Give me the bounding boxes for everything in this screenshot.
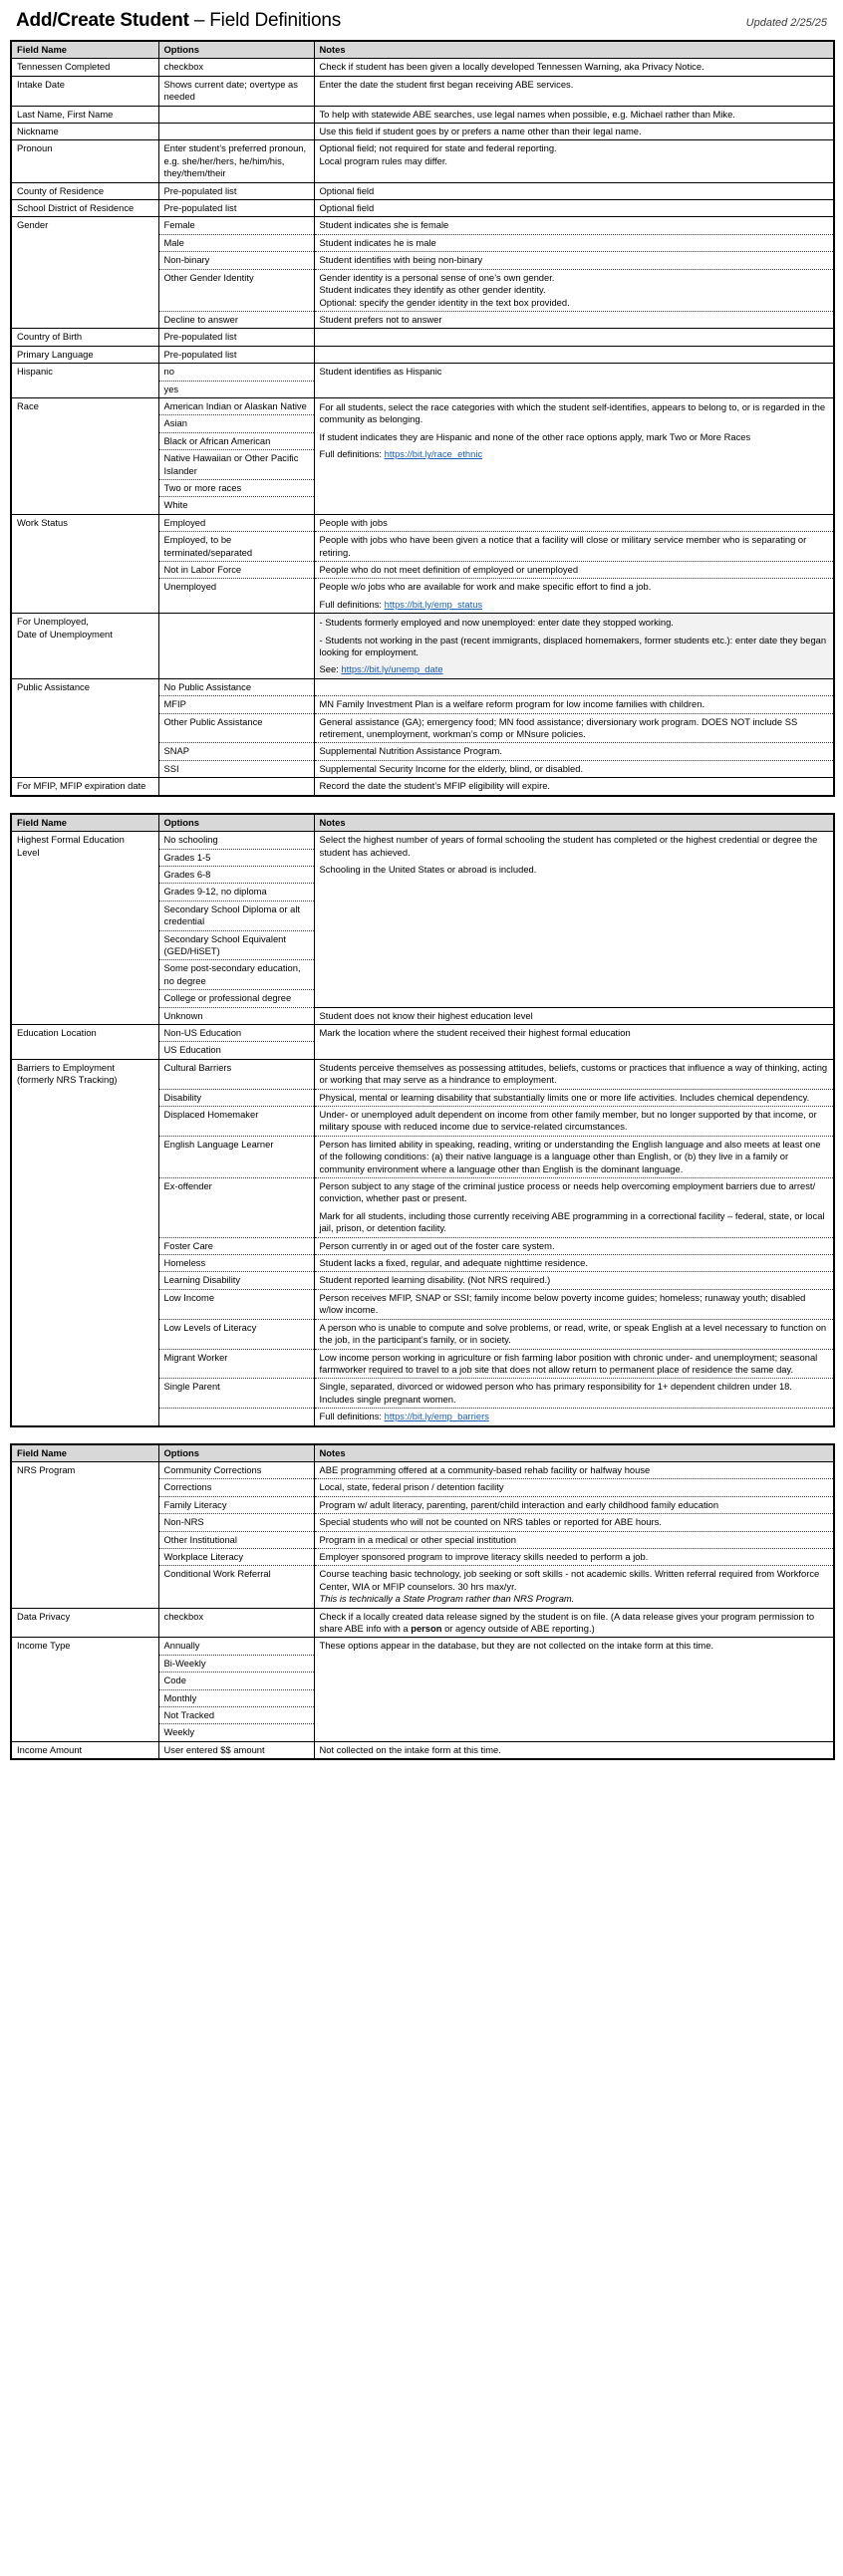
options-cell: Non-NRS: [158, 1514, 314, 1531]
notes-cell: Special students who will not be counted on NRS tables or reported for ABE hours.: [314, 1514, 834, 1531]
notes-line: Schooling in the United States or abroad is included.: [319, 863, 537, 875]
table-row: [11, 124, 834, 140]
full-definitions-label: Full definitions:: [319, 448, 385, 460]
options-cell: Grades 6-8: [158, 866, 314, 883]
notes-cell: People who do not meet definition of employed or unemployed: [314, 562, 834, 579]
field-name-cell: Hispanic: [11, 364, 158, 398]
options-cell: Some post-secondary education, no degree: [158, 960, 314, 990]
options-cell: Homeless: [158, 1255, 314, 1272]
notes-cell: [314, 397, 834, 514]
notes-line: Student indicates they identify as other gender identity.: [319, 284, 546, 296]
notes-cell: MN Family Investment Plan is a welfare reform program for low income families with children.: [314, 696, 834, 713]
notes-cell: Single, separated, divorced or widowed person who has primary responsibility for 1+ dependent children under 18. Includes single pregnant women.: [314, 1379, 834, 1409]
field-name-cell: Income Amount: [11, 1741, 158, 1759]
options-cell: Other Public Assistance: [158, 713, 314, 743]
table-row: [11, 59, 834, 76]
options-cell: Native Hawaiian or Other Pacific Islander: [158, 450, 314, 480]
emp-barriers-link[interactable]: https://bit.ly/emp_barriers: [384, 1411, 489, 1422]
notes-cell: Local, state, federal prison / detention facility: [314, 1479, 834, 1496]
options-cell: [158, 614, 314, 679]
options-cell: Pre-populated list: [158, 182, 314, 199]
notes-cell: Mark the location where the student received their highest formal education: [314, 1024, 834, 1059]
options-cell: Secondary School Equivalent (GED/HiSET): [158, 930, 314, 960]
title-light-part: – Field Definitions: [188, 10, 342, 31]
table-nrs-program: [10, 1443, 835, 1761]
table-row: [11, 832, 834, 849]
notes-line: People w/o jobs who are available for work and make specific effort to find a job.: [319, 581, 652, 593]
options-cell: Conditional Work Referral: [158, 1566, 314, 1608]
field-name-cell: [11, 1059, 158, 1425]
table-header-row: [11, 814, 834, 832]
col-header-options: Options: [158, 41, 314, 59]
options-cell: checkbox: [158, 59, 314, 76]
options-cell: Two or more races: [158, 479, 314, 496]
field-name-cell: Income Type: [11, 1638, 158, 1741]
options-cell: Male: [158, 234, 314, 251]
options-cell: Corrections: [158, 1479, 314, 1496]
field-name-line: Date of Unemployment: [17, 628, 113, 640]
notes-cell: [314, 1178, 834, 1238]
notes-cell: [314, 140, 834, 182]
options-cell: Employed: [158, 514, 314, 531]
col-header-notes: Notes: [314, 41, 834, 59]
field-name-cell: Nickname: [11, 124, 158, 140]
field-name-cell: [11, 832, 158, 1025]
notes-cell: Supplemental Nutrition Assistance Program.: [314, 743, 834, 760]
options-cell: Unemployed: [158, 579, 314, 614]
notes-line: - Students formerly employed and now unemployed: enter date they stopped working.: [319, 617, 674, 629]
options-cell: Weekly: [158, 1724, 314, 1741]
options-cell: English Language Learner: [158, 1136, 314, 1177]
options-cell: Disability: [158, 1089, 314, 1106]
options-cell: Pre-populated list: [158, 346, 314, 363]
notes-line: [320, 663, 830, 675]
notes-cell: [314, 614, 834, 679]
table-row: [11, 1608, 834, 1638]
options-cell: Low Levels of Literacy: [158, 1319, 314, 1349]
race-ethnic-link[interactable]: https://bit.ly/race_ethnic: [384, 448, 483, 460]
table-row: [11, 397, 834, 414]
options-cell: Not in Labor Force: [158, 562, 314, 579]
notes-cell: General assistance (GA); emergency food; MN food assistance; diversionary work program. DOES NOT include SS retirement, unemployment, workman’s comp or MNsure policies.: [314, 713, 834, 743]
table-row: [11, 1024, 834, 1041]
notes-text-post: or agency outside of ABE reporting.): [441, 1623, 595, 1634]
col-header-options: Options: [158, 1444, 314, 1462]
col-header-notes: Notes: [314, 814, 834, 832]
options-cell: Displaced Homemaker: [158, 1107, 314, 1137]
options-cell: College or professional degree: [158, 990, 314, 1007]
notes-text-bold: person: [411, 1623, 442, 1634]
notes-line: For all students, select the race categories with which the student self-identifies, appears to belong to, or is regarded in the community as belonging.: [319, 400, 826, 425]
notes-cell: Person currently in or aged out of the foster care system.: [314, 1237, 834, 1254]
field-name-cell: Race: [11, 397, 158, 514]
table-row: [11, 217, 834, 234]
options-cell: [158, 1409, 314, 1426]
notes-cell: [314, 832, 834, 1007]
notes-cell: Enter the date the student first began receiving ABE services.: [314, 76, 834, 106]
field-name-cell: Public Assistance: [11, 678, 158, 777]
notes-cell: Not collected on the intake form at this time.: [314, 1741, 834, 1759]
field-name-cell: Pronoun: [11, 140, 158, 182]
col-header-field-name: Field Name: [11, 41, 158, 59]
notes-cell: Program in a medical or other special institution: [314, 1531, 834, 1548]
notes-cell: [314, 678, 834, 695]
options-cell: Secondary School Diploma or alt credential: [158, 901, 314, 930]
table-row: [11, 346, 834, 363]
title-text: [16, 10, 341, 32]
notes-cell: Record the date the student’s MFIP eligibility will expire.: [314, 778, 834, 796]
unemp-date-link[interactable]: https://bit.ly/unemp_date: [341, 663, 443, 675]
options-cell: Non-binary: [158, 252, 314, 269]
table-header-row: [11, 1444, 834, 1462]
notes-cell: [314, 579, 834, 614]
table-row: [11, 678, 834, 695]
options-cell: [158, 106, 314, 123]
options-cell: American Indian or Alaskan Native: [158, 397, 314, 414]
table-row: [11, 514, 834, 531]
notes-cell: Optional field: [314, 182, 834, 199]
col-header-notes: Notes: [314, 1444, 834, 1462]
field-name-cell: Last Name, First Name: [11, 106, 158, 123]
notes-cell: [314, 1409, 834, 1426]
notes-cell: ABE programming offered at a community-based rehab facility or halfway house: [314, 1461, 834, 1478]
notes-line: [320, 599, 830, 611]
notes-cell: Use this field if student goes by or prefers a name other than their legal name.: [314, 124, 834, 140]
field-name-cell: For MFIP, MFIP expiration date: [11, 778, 158, 796]
options-cell: Asian: [158, 415, 314, 432]
field-name-cell: Work Status: [11, 514, 158, 613]
field-name-cell: [11, 614, 158, 679]
notes-cell: Optional field: [314, 200, 834, 217]
notes-cell: To help with statewide ABE searches, use legal names when possible, e.g. Michael rather than Mike.: [314, 106, 834, 123]
options-cell: Employed, to be terminated/separated: [158, 532, 314, 562]
notes-cell: Supplemental Security Income for the elderly, blind, or disabled.: [314, 760, 834, 777]
notes-cell: Employer sponsored program to improve literacy skills needed to perform a job.: [314, 1548, 834, 1565]
notes-line: Mark for all students, including those currently receiving ABE programming in a correctional facility – federal, state, or local jail, prison, or detention facility.: [319, 1209, 825, 1234]
notes-cell: Student identifies with being non-binary: [314, 252, 834, 269]
field-name-cell: Primary Language: [11, 346, 158, 363]
notes-cell: [314, 269, 834, 311]
title-bold-part: Add/Create Student: [16, 10, 189, 31]
notes-cell: A person who is unable to compute and solve problems, or read, write, or speak English at a level necessary to function on the job, in the participant’s family, or in society.: [314, 1319, 834, 1349]
notes-line: If student indicates they are Hispanic and none of the other race options apply, mark Two or More Races: [319, 430, 751, 442]
options-cell: Non-US Education: [158, 1024, 314, 1041]
options-cell: Grades 9-12, no diploma: [158, 884, 314, 901]
table-row: [11, 1059, 834, 1089]
options-cell: Unknown: [158, 1007, 314, 1024]
field-name-cell: County of Residence: [11, 182, 158, 199]
options-cell: Enter student’s preferred pronoun, e.g. she/her/hers, he/him/his, they/them/their: [158, 140, 314, 182]
notes-cell: Student identifies as Hispanic: [314, 364, 834, 398]
notes-line: Person subject to any stage of the criminal justice process or needs help overcoming employment barriers due to arrest/ conviction, whether past or present.: [319, 1180, 816, 1204]
table-row: [11, 614, 834, 679]
notes-line: Local program rules may differ.: [319, 154, 448, 166]
notes-cell: Student lacks a fixed, regular, and adequate nighttime residence.: [314, 1255, 834, 1272]
notes-cell: Student reported learning disability. (Not NRS required.): [314, 1272, 834, 1289]
options-cell: Community Corrections: [158, 1461, 314, 1478]
col-header-options: Options: [158, 814, 314, 832]
table-row: [11, 329, 834, 346]
table-row: [11, 1741, 834, 1759]
table-row: [11, 1461, 834, 1478]
notes-line: [320, 448, 830, 460]
options-cell: Family Literacy: [158, 1496, 314, 1513]
field-name-cell: NRS Program: [11, 1461, 158, 1608]
notes-cell: Check if student has been given a locally developed Tennessen Warning, aka Privacy Notice.: [314, 59, 834, 76]
options-cell: Pre-populated list: [158, 329, 314, 346]
options-cell: No schooling: [158, 832, 314, 849]
notes-cell: Student indicates she is female: [314, 217, 834, 234]
notes-cell: Person has limited ability in speaking, reading, writing or understanding the English language and also meets at least one of the following conditions: (a) their native language is a language other than English, or (b) they live in a family or community environment where a language other than English is the dominant language.: [314, 1136, 834, 1177]
field-name-cell: Intake Date: [11, 76, 158, 106]
options-cell: Ex-offender: [158, 1178, 314, 1238]
options-cell: yes: [158, 381, 314, 397]
notes-line: - Students not working in the past (recent immigrants, displaced homemakers, former students etc.): enter date they began looking for employment.: [319, 634, 827, 658]
options-cell: Shows current date; overtype as needed: [158, 76, 314, 106]
notes-line: [320, 1411, 830, 1422]
notes-line: Optional field; not required for state and federal reporting.: [319, 142, 557, 154]
table-row: [11, 76, 834, 106]
options-cell: Cultural Barriers: [158, 1059, 314, 1089]
field-name-line: For Unemployed,: [17, 616, 89, 628]
field-name-cell: Country of Birth: [11, 329, 158, 346]
options-cell: Annually: [158, 1638, 314, 1655]
options-cell: SNAP: [158, 743, 314, 760]
col-header-field-name: Field Name: [11, 814, 158, 832]
table-row: [11, 200, 834, 217]
options-cell: Other Institutional: [158, 1531, 314, 1548]
notes-cell: These options appear in the database, but they are not collected on the intake form at this time.: [314, 1638, 834, 1741]
field-name-line: Level: [17, 846, 40, 858]
table-row: [11, 140, 834, 182]
options-cell: Bi-Weekly: [158, 1655, 314, 1672]
notes-cell: Under- or unemployed adult dependent on income from other family member, but no longer supported by that income, or military spouse with reduced income due to service-related circumstances.: [314, 1107, 834, 1137]
full-definitions-label: Full definitions:: [319, 598, 385, 610]
table-row: [11, 778, 834, 796]
notes-line: Course teaching basic technology, job seeking or soft skills - not academic skills. Written referral required from Workforce Center, WIA or MFIP counselors. 30 hrs max/yr.: [319, 1568, 820, 1592]
notes-cell: Physical, mental or learning disability that substantially limits one or more life activities. Includes chemical dependency.: [314, 1089, 834, 1106]
full-definitions-label: Full definitions:: [319, 1411, 385, 1422]
field-name-line: Highest Formal Education: [17, 834, 125, 846]
notes-cell: People with jobs: [314, 514, 834, 531]
field-name-cell: Education Location: [11, 1024, 158, 1059]
page-title: [10, 6, 833, 40]
emp-status-link[interactable]: https://bit.ly/emp_status: [384, 598, 483, 610]
options-cell: SSI: [158, 760, 314, 777]
options-cell: No Public Assistance: [158, 678, 314, 695]
options-cell: User entered $$ amount: [158, 1741, 314, 1759]
options-cell: Not Tracked: [158, 1707, 314, 1724]
notes-line-italic: This is technically a State Program rather than NRS Program.: [319, 1593, 575, 1605]
options-cell: [158, 778, 314, 796]
options-cell: Pre-populated list: [158, 200, 314, 217]
notes-line: Gender identity is a personal sense of one’s own gender.: [319, 271, 555, 283]
options-cell: White: [158, 497, 314, 514]
options-cell: Monthly: [158, 1689, 314, 1706]
notes-line: Select the highest number of years of formal schooling the student has completed or the highest credential or degree the student has achieved.: [319, 834, 818, 858]
notes-cell: [314, 346, 834, 363]
field-name-cell: Data Privacy: [11, 1608, 158, 1638]
options-cell: Grades 1-5: [158, 849, 314, 866]
table-row: [11, 1638, 834, 1655]
notes-line: [320, 1611, 830, 1636]
updated-date: Updated 2/25/25: [745, 17, 827, 29]
notes-cell: Student does not know their highest education level: [314, 1007, 834, 1024]
options-cell: Workplace Literacy: [158, 1548, 314, 1565]
options-cell: Other Gender Identity: [158, 269, 314, 311]
notes-cell: Low income person working in agriculture or fish farming labor position with chronic under- and unemployment; seasonal farmworker required to travel to a job site that does not allow return to permanent place of residence the same day.: [314, 1349, 834, 1379]
table-row: [11, 106, 834, 123]
options-cell: Learning Disability: [158, 1272, 314, 1289]
options-cell: US Education: [158, 1042, 314, 1059]
table-row: [11, 182, 834, 199]
col-header-field-name: Field Name: [11, 1444, 158, 1462]
see-label: See:: [319, 663, 342, 675]
notes-cell: Program w/ adult literacy, parenting, parent/child interaction and early childhood family education: [314, 1496, 834, 1513]
notes-line: Optional: specify the gender identity in the text box provided.: [319, 296, 570, 308]
notes-cell: Students perceive themselves as possessing attitudes, beliefs, customs or practices that influence a way of thinking, acting or working that may serve as a hindrance to employment.: [314, 1059, 834, 1089]
options-cell: Migrant Worker: [158, 1349, 314, 1379]
notes-text-pre: Check if a locally created data release signed by the student is on file. (A data release gives your program permission to share ABE info with a: [319, 1610, 815, 1634]
notes-cell: Student indicates he is male: [314, 234, 834, 251]
options-cell: Decline to answer: [158, 311, 314, 328]
options-cell: no: [158, 364, 314, 381]
options-cell: Low Income: [158, 1289, 314, 1319]
notes-cell: Student prefers not to answer: [314, 311, 834, 328]
options-cell: Female: [158, 217, 314, 234]
field-name-cell: Tennessen Completed: [11, 59, 158, 76]
table-demographics: [10, 40, 835, 797]
options-cell: Foster Care: [158, 1237, 314, 1254]
table-row: [11, 364, 834, 381]
field-name-line: (formerly NRS Tracking): [17, 1074, 118, 1086]
notes-cell: [314, 1566, 834, 1608]
options-cell: [158, 124, 314, 140]
notes-cell: Person receives MFIP, SNAP or SSI; family income below poverty income guides; homeless; runaway youth; disabled w/low income.: [314, 1289, 834, 1319]
field-name-cell: Gender: [11, 217, 158, 329]
table-header-row: [11, 41, 834, 59]
options-cell: MFIP: [158, 696, 314, 713]
field-name-line: Barriers to Employment: [17, 1061, 115, 1073]
notes-cell: People with jobs who have been given a notice that a facility will close or military service member who is separating or retiring.: [314, 532, 834, 562]
options-cell: Black or African American: [158, 432, 314, 449]
options-cell: checkbox: [158, 1608, 314, 1638]
table-education-barriers: [10, 813, 835, 1427]
options-cell: Single Parent: [158, 1379, 314, 1409]
notes-cell: [314, 329, 834, 346]
options-cell: Code: [158, 1673, 314, 1689]
field-name-cell: School District of Residence: [11, 200, 158, 217]
notes-cell: [314, 1608, 834, 1638]
